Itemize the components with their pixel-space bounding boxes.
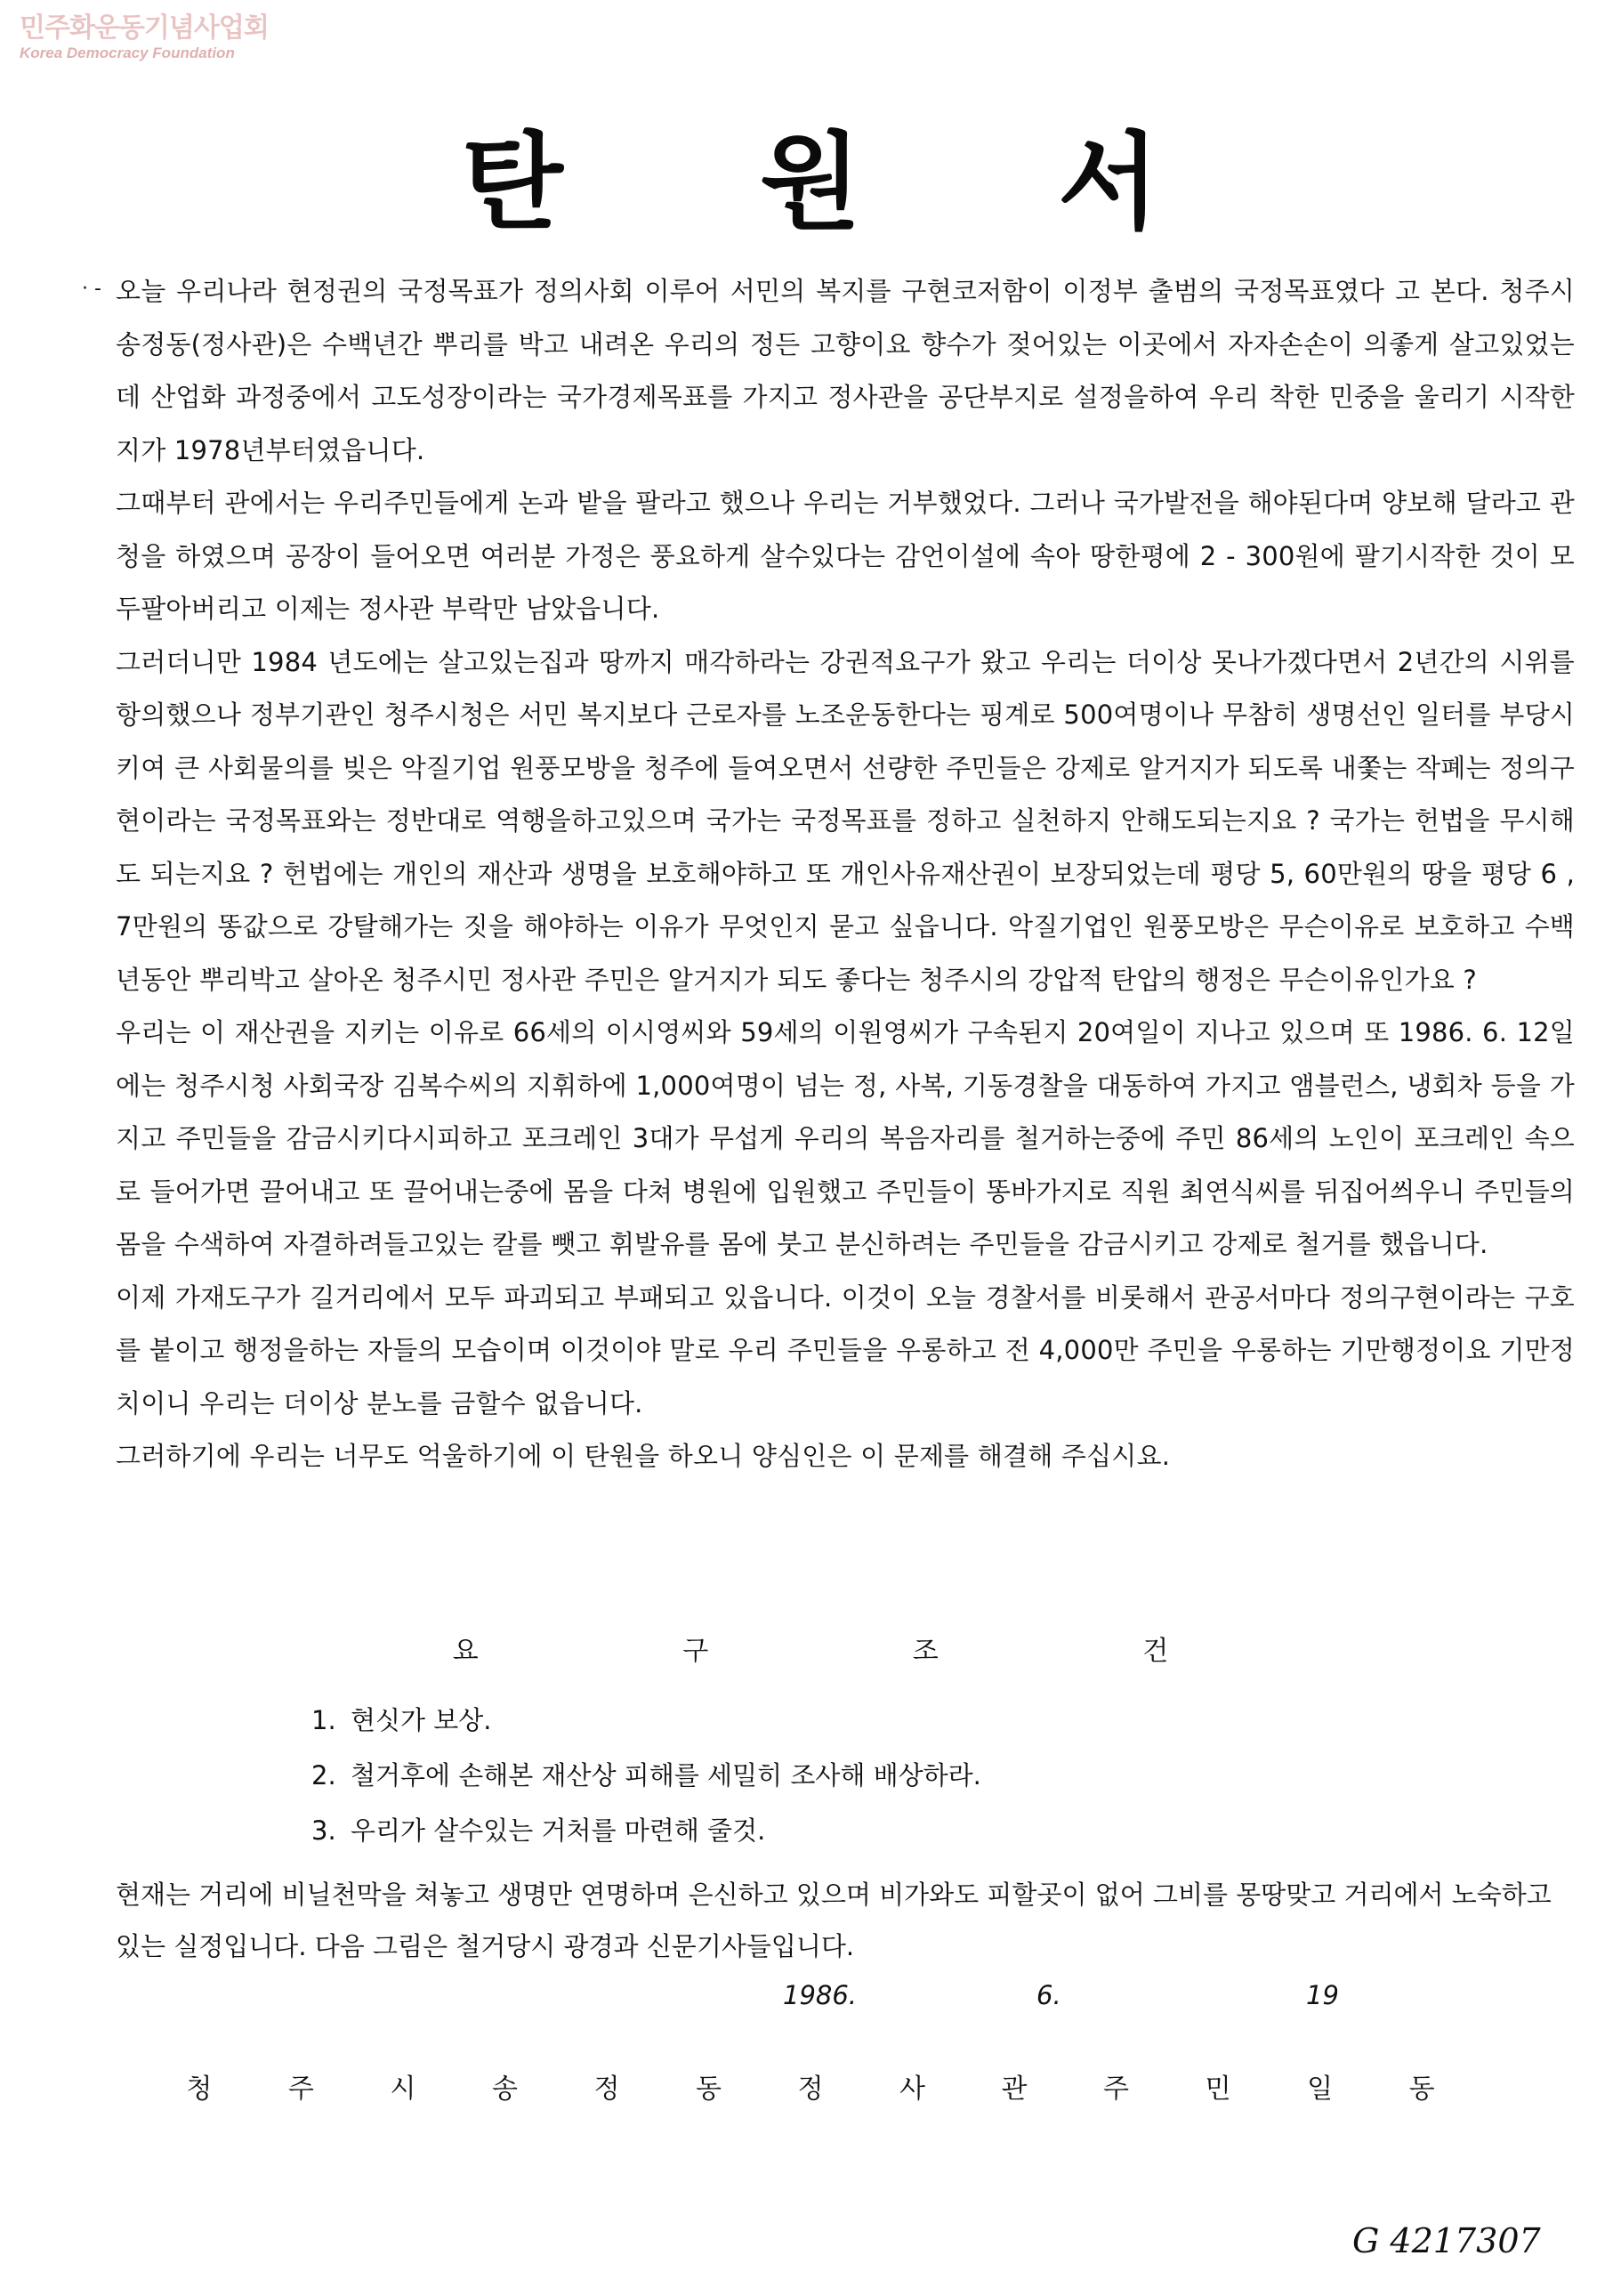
demand-text: 현싯가 보상.	[351, 1705, 492, 1735]
watermark-logo	[20, 12, 269, 62]
demands-list	[311, 1693, 981, 1858]
date-day: 19	[1306, 1980, 1339, 2010]
petition-body	[116, 265, 1575, 1484]
date-year: 1986.	[783, 1980, 858, 2010]
bullet-mark: · -	[82, 278, 101, 300]
watermark-english: Korea Democracy Foundation	[20, 44, 235, 61]
watermark-korean: 민주화운동기념사업회	[20, 12, 269, 44]
demand-number: 3.	[311, 1815, 336, 1846]
archive-code: G 4217307	[1352, 2221, 1541, 2260]
paragraph-3: 그러더니만 1984 년도에는 살고있는집과 땅까지 매각하라는 강권적요구가 왔고 우리는 더이상 못나가겠다면서 2년간의 시위를 항의했으나 정부기관인 청주시청은 서민 복지보다 근로자를 노조운동한다는 핑계로 500여명이나 무참히 생명선인 일터를 부당시키여 큰 사회물의를 빚은 악질기업 원풍모방을 청주에 들여오면서 선량한 주민들은 강제로 알거지가 되도록 내쫓는 작폐는 정의구현이라는 국정목표와는 정반대로 역행을하고있으며 국가는 국정목표를 정하고 실천하지 안해도되는지요 ? 국가는 헌법을 무시해도 되는지요 ? 헌법에는 개인의 재산과 생명을 보호해야하고 또 개인사유재산권이 보장되었는데 평당 5, 60만원의 땅을 평당 6 , 7만원의 똥값으로 강탈해가는 짓을 해야하는 이유가 무엇인지 묻고 싶읍니다. 악질기업인 원풍모방은 무슨이유로 보호하고 수백년동안 뿌리박고 살아온 청주시민 정사관 주민은 알거지가 되도 좋다는 청주시의 강압적 탄압의 행정은 무슨이유인가요 ?	[116, 646, 1575, 995]
paragraph-1: 오늘 우리나라 현정권의 국정목표가 정의사회 이루어 서민의 복지를 구현코저함이 이정부 출범의 국정목표였다 고 본다. 청주시 송정동(정사관)은 수백년간 뿌리를 박고 내려온 우리의 정든 고향이요 향수가 젖어있는 이곳에서 자자손손이 의좋게 살고있었는데 산업화 과정중에서 고도성장이라는 국가경제목표를 가지고 정사관을 공단부지로 설정을하여 우리 착한 민중을 울리기 시작한지가 1978년부터였읍니다.	[116, 276, 1575, 465]
demand-number: 2.	[311, 1760, 336, 1791]
paragraph-6: 그러하기에 우리는 너무도 억울하기에 이 탄원을 하오니 양심인은 이 문제를 해결해 주십시요.	[116, 1441, 1171, 1471]
demand-number: 1.	[311, 1705, 336, 1735]
demand-item	[311, 1748, 981, 1803]
closing-paragraph: 현재는 거리에 비닐천막을 쳐놓고 생명만 연명하며 은신하고 있으며 비가와도 피할곳이 없어 그비를 몽땅맞고 거리에서 노숙하고 있는 실정입니다. 다음 그림은 철거당시 광경과 신문기사들입니다.	[116, 1880, 1552, 1961]
paragraph-5: 이제 가재도구가 길거리에서 모두 파괴되고 부패되고 있읍니다. 이것이 오늘 경찰서를 비롯해서 관공서마다 정의구현이라는 구호를 붙이고 행정을하는 자들의 모습이며 이것이야 말로 우리 주민들을 우롱하고 전 4,000만 주민을 우롱하는 기만행정이요 기만정치이니 우리는 더이상 분노를 금할수 없읍니다.	[116, 1281, 1575, 1419]
date-month: 6.	[1036, 1980, 1061, 2010]
signature-line: 청 주 시 송 정 동 정 사 관 주 민 일 동	[186, 2074, 1469, 2105]
demand-item	[311, 1803, 981, 1858]
demand-text: 철거후에 손해본 재산상 피해를 세밀히 조사해 배상하라.	[351, 1760, 981, 1791]
paragraph-2: 그때부터 관에서는 우리주민들에게 논과 밭을 팔라고 했으나 우리는 거부했었다. 그러나 국가발전을 해야된다며 양보해 달라고 관청을 하였으며 공장이 들어오면 여러분 가정은 풍요하게 살수있다는 감언이설에 속아 땅한평에 2 - 300원에 팔기시작한 것이 모두팔아버리고 이제는 정사관 부락만 남았읍니다.	[116, 488, 1575, 624]
demands-heading: 요 구 조 건	[452, 1636, 1267, 1667]
paragraph-4: 우리는 이 재산권을 지키는 이유로 66세의 이시영씨와 59세의 이원영씨가 구속된지 20여일이 지나고 있으며 또 1986. 6. 12일에는 청주시청 사회국장 김복수씨의 지휘하에 1,000여명이 넘는 정, 사복, 기동경찰을 대동하여 가지고 앰블런스, 냉회차 등을 가지고 주민들을 감금시키다시피하고 포크레인 3대가 무섭게 우리의 복음자리를 철거하는중에 주민 86세의 노인이 포크레인 속으로 들어가면 끌어내고 또 끌어내는중에 몸을 다쳐 병원에 입원했고 주민들이 똥바가지로 직원 최연식씨를 뒤집어씌우니 주민들의 몸을 수색하여 자결하려들고있는 칼를 뺏고 휘발유를 몸에 붓고 분신하려는 주민들을 감금시키고 강제로 철거를 했읍니다.	[116, 1017, 1575, 1259]
demand-text: 우리가 살수있는 거처를 마련해 줄것.	[351, 1815, 766, 1846]
demand-item	[311, 1693, 981, 1748]
document-title: 탄 원 서	[461, 121, 1240, 244]
